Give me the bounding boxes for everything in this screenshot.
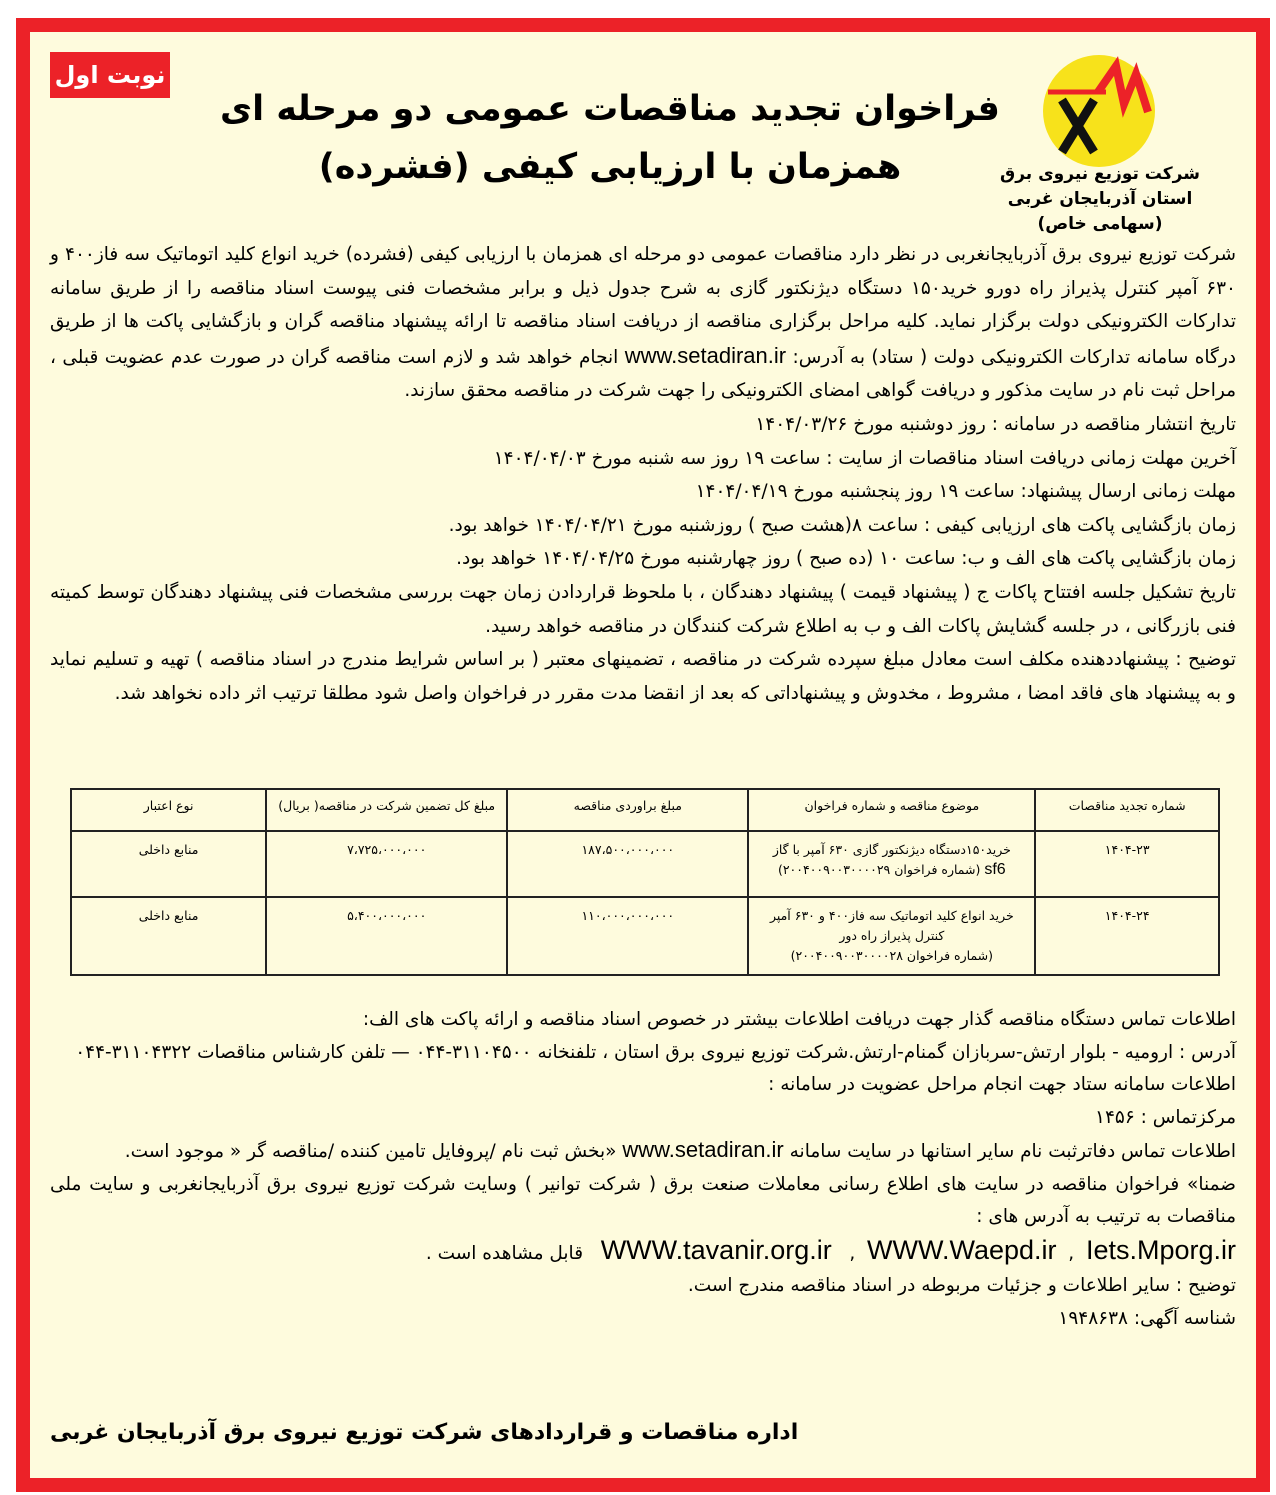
offices-info	[50, 1134, 1236, 1169]
header-estimate: مبلغ براوردی مناقصه	[507, 789, 748, 831]
round-badge: نوبت اول	[50, 52, 170, 98]
tender-estimate: ۱۱۰،۰۰۰،۰۰۰،۰۰۰	[507, 897, 748, 975]
contact-section	[50, 1004, 1236, 1335]
header-subject: موضوع مناقصه و شماره فراخوان	[748, 789, 1035, 831]
table-header-row	[71, 789, 1219, 831]
call-center: مرکزتماس : ۱۴۵۶	[1095, 1106, 1236, 1128]
tenders-table	[70, 788, 1220, 976]
table-row	[71, 831, 1219, 897]
tender-subject	[748, 897, 1035, 975]
company-name-line: شرکت توزیع نیروی برق	[1000, 164, 1200, 184]
waepd-link[interactable]: WWW.Waepd.ir	[867, 1234, 1057, 1265]
subject-line: خرید انواع کلید اتوماتیک سه فاز۴۰۰ و ۶۳۰ آمپر	[769, 908, 1014, 923]
publish-date: تاریخ انتشار مناقصه در سامانه : روز دوشنبه مورخ ۱۴۰۴/۰۳/۲۶	[755, 413, 1236, 435]
viewable-text: قابل مشاهده است .	[425, 1242, 584, 1264]
notice-title	[190, 80, 1030, 196]
company-type: (سهامی خاص)	[1037, 214, 1163, 234]
notice-body	[50, 238, 1236, 710]
title-line: همزمان با ارزیابی کیفی (فشرده)	[318, 147, 902, 187]
setad-heading: اطلاعات سامانه ستاد جهت انجام مراحل عضویت در سامانه :	[768, 1074, 1236, 1095]
header-guarantee: مبلغ کل تضمین شرکت در مناقصه( بریال)	[266, 789, 507, 831]
tender-number: ۱۴۰۴-۲۴	[1035, 897, 1219, 975]
guarantee-note: توضیح : پیشنهاددهنده مکلف است معادل مبلغ سپرده شرکت در مناقصه ، تضمینهای معتبر ( بر اساس شرایط مندرج در اسناد مناقصه ) تهیه و تسلیم نماید و به پیشنهاد های فاقد امضا ، مشروط ، مخدوش و پیشنهاداتی که بعد از انقضا مدت مقرر در فراخوان واصل شود مطلقا ترتیب اثر داده نخواهد شد.	[50, 649, 1236, 704]
tender-guarantee: ۵،۴۰۰،۰۰۰،۰۰۰	[266, 897, 507, 975]
gas-name: sf6	[984, 861, 1006, 878]
offices-text: «بخش ثبت نام /پروفایل تامین کننده /مناقصه گر « موجود است.	[124, 1141, 617, 1162]
tavanir-link[interactable]: WWW.tavanir.org.ir	[600, 1234, 832, 1265]
call-number: (شماره فراخوان ۲۰۰۴۰۰۹۰۰۳۰۰۰۰۲۸)	[790, 948, 994, 963]
tender-guarantee: ۷،۷۲۵،۰۰۰،۰۰۰	[266, 831, 507, 897]
intro-text: انجام خواهد شد و لازم است مناقصه گران در صورت عدم عضویت قبلی ، مراحل ثبت نام در سایت مذکور و دریافت گواهی امضای الکترونیکی را جهت شرکت در مناقصه محقق سازند.	[50, 346, 1236, 402]
tender-credit: منابع داخلی	[71, 897, 266, 975]
tender-number: ۱۴۰۴-۲۳	[1035, 831, 1219, 897]
setad-link[interactable]: www.setadiran.ir	[624, 342, 787, 368]
price-session: تاریخ تشکیل جلسه افتتاح پاکات ج ( پیشنهاد قیمت ) پیشنهاد دهندگان ، با ملحوظ قراردادن زمان جهت بررسی مشخصات فنی پیشنهاد دهندگان توسط کمیته فنی بازرگانی ، در جلسه گشایش پاکات الف و ب به اطلاع شرکت کنندگان در مناقصه خواهد رسید.	[50, 581, 1236, 637]
docs-deadline: آخرین مهلت زمانی دریافت اسناد مناقصات از سایت : ساعت ۱۹ روز سه شنبه مورخ ۱۴۰۴/۰۴/۰۳	[493, 447, 1236, 469]
bid-deadline: مهلت زمانی ارسال پیشنهاد: ساعت ۱۹ روز پنجشنبه مورخ ۱۴۰۴/۰۴/۱۹	[695, 481, 1236, 503]
company-name-line: استان آذربایجان غربی	[1007, 189, 1193, 209]
publication-sites: ضمنا» فراخوان مناقصه در سایت های اطلاع رسانی معاملات صنعت برق ( شرکت توانیر ) وسایت شرکت توزیع نیروی برق آذربایجانغربی و سایت ملی مناقصات به ترتیب به آدرس های :	[50, 1173, 1236, 1227]
details-note: توضیح : سایر اطلاعات و جزئیات مربوطه در اسناد مناقصه مندرج است.	[687, 1275, 1236, 1296]
header-number: شماره تجدید مناقصات	[1035, 789, 1219, 831]
subject-line: خرید۱۵۰دستگاه دیژنکتور گازی ۶۳۰ آمپر با گاز	[772, 842, 1011, 857]
table-row	[71, 897, 1219, 975]
header-credit: نوع اعتبار	[71, 789, 266, 831]
title-line: فراخوان تجدید مناقصات عمومی دو مرحله ای	[220, 89, 1000, 129]
call-number: (شماره فراخوان ۲۰۰۴۰۰۹۰۰۳۰۰۰۰۲۹)	[777, 862, 981, 877]
mporg-link[interactable]: Iets.Mporg.ir	[1085, 1234, 1236, 1265]
offices-text: اطلاعات تماس دفاترثبت نام سایر استانها در سایت سامانه	[789, 1141, 1236, 1162]
intro-text: شرکت توزیع نیروی برق آذربایجانغربی در نظر دارد مناقصات عمومی دو مرحله ای همزمان با ارزیابی کیفی (فشرده) خرید انواع کلید اتوماتیک سه فاز۴۰۰ و ۶۳۰ آمپر کنترل پذیراز راه دورو خرید۱۵۰ دستگاه دیژنکتور گازی به شرح جدول ذیل و برابر مشخصات فنی پیوست اسناد مناقصه را از طریق سامانه تدارکات الکترونیکی دولت برگزار نماید. کلیه مراحل برگزاری مناقصه از دریافت اسناد مناقصه تا ارائه پیشنهاد مناقصه گران و بازگشایی پاکت ها از طریق درگاه سامانه تدارکات الکترونیکی دولت ( ستاد) به آدرس:	[50, 244, 1236, 368]
site-links: WWW.tavanir.org.ir , WWW.Waepd.ir , Iets.Mporg.ir قابل مشاهده است .	[425, 1234, 1236, 1265]
subject-line: کنترل پذیراز راه دور	[839, 928, 945, 943]
tender-credit: منابع داخلی	[71, 831, 266, 897]
notice-frame	[16, 18, 1270, 1492]
company-logo-icon	[1040, 52, 1158, 170]
contact-address: آدرس : ارومیه - بلوار ارتش-سربازان گمنام-ارتش.شرکت توزیع نیروی برق استان ، تلفنخانه ۳۱۱۰۴۵۰۰-۰۴۴ — تلفن کارشناس مناقصات ۳۱۱۰۴۳۲۲-۰۴۴	[75, 1041, 1236, 1063]
tender-estimate: ۱۸۷،۵۰۰،۰۰۰،۰۰۰	[507, 831, 748, 897]
envelope-opening: زمان بازگشایی پاکت های الف و ب: ساعت ۱۰ (ده صبح ) روز چهارشنبه مورخ ۱۴۰۴/۰۴/۲۵ خواهد بود.	[456, 548, 1236, 570]
setad-link[interactable]: www.setadiran.ir	[622, 1137, 784, 1162]
intro-paragraph	[50, 238, 1236, 408]
issuer-signature: اداره مناقصات و قراردادهای شرکت توزیع نیروی برق آذربایجان غربی	[50, 1420, 799, 1445]
quality-opening: زمان بازگشایی پاکت های ارزیابی کیفی : ساعت ۸(هشت صبح ) روزشنبه مورخ ۱۴۰۴/۰۴/۲۱ خواهد بود.	[448, 514, 1236, 536]
ad-id: شناسه آگهی: ۱۹۴۸۶۳۸	[1058, 1307, 1236, 1329]
subject-call	[757, 860, 1026, 880]
contact-heading: اطلاعات تماس دستگاه مناقصه گذار جهت دریافت اطلاعات بیشتر در خصوص اسناد مناقصه و ارائه پاکت های الف:	[362, 1009, 1236, 1030]
tender-subject	[748, 831, 1035, 897]
